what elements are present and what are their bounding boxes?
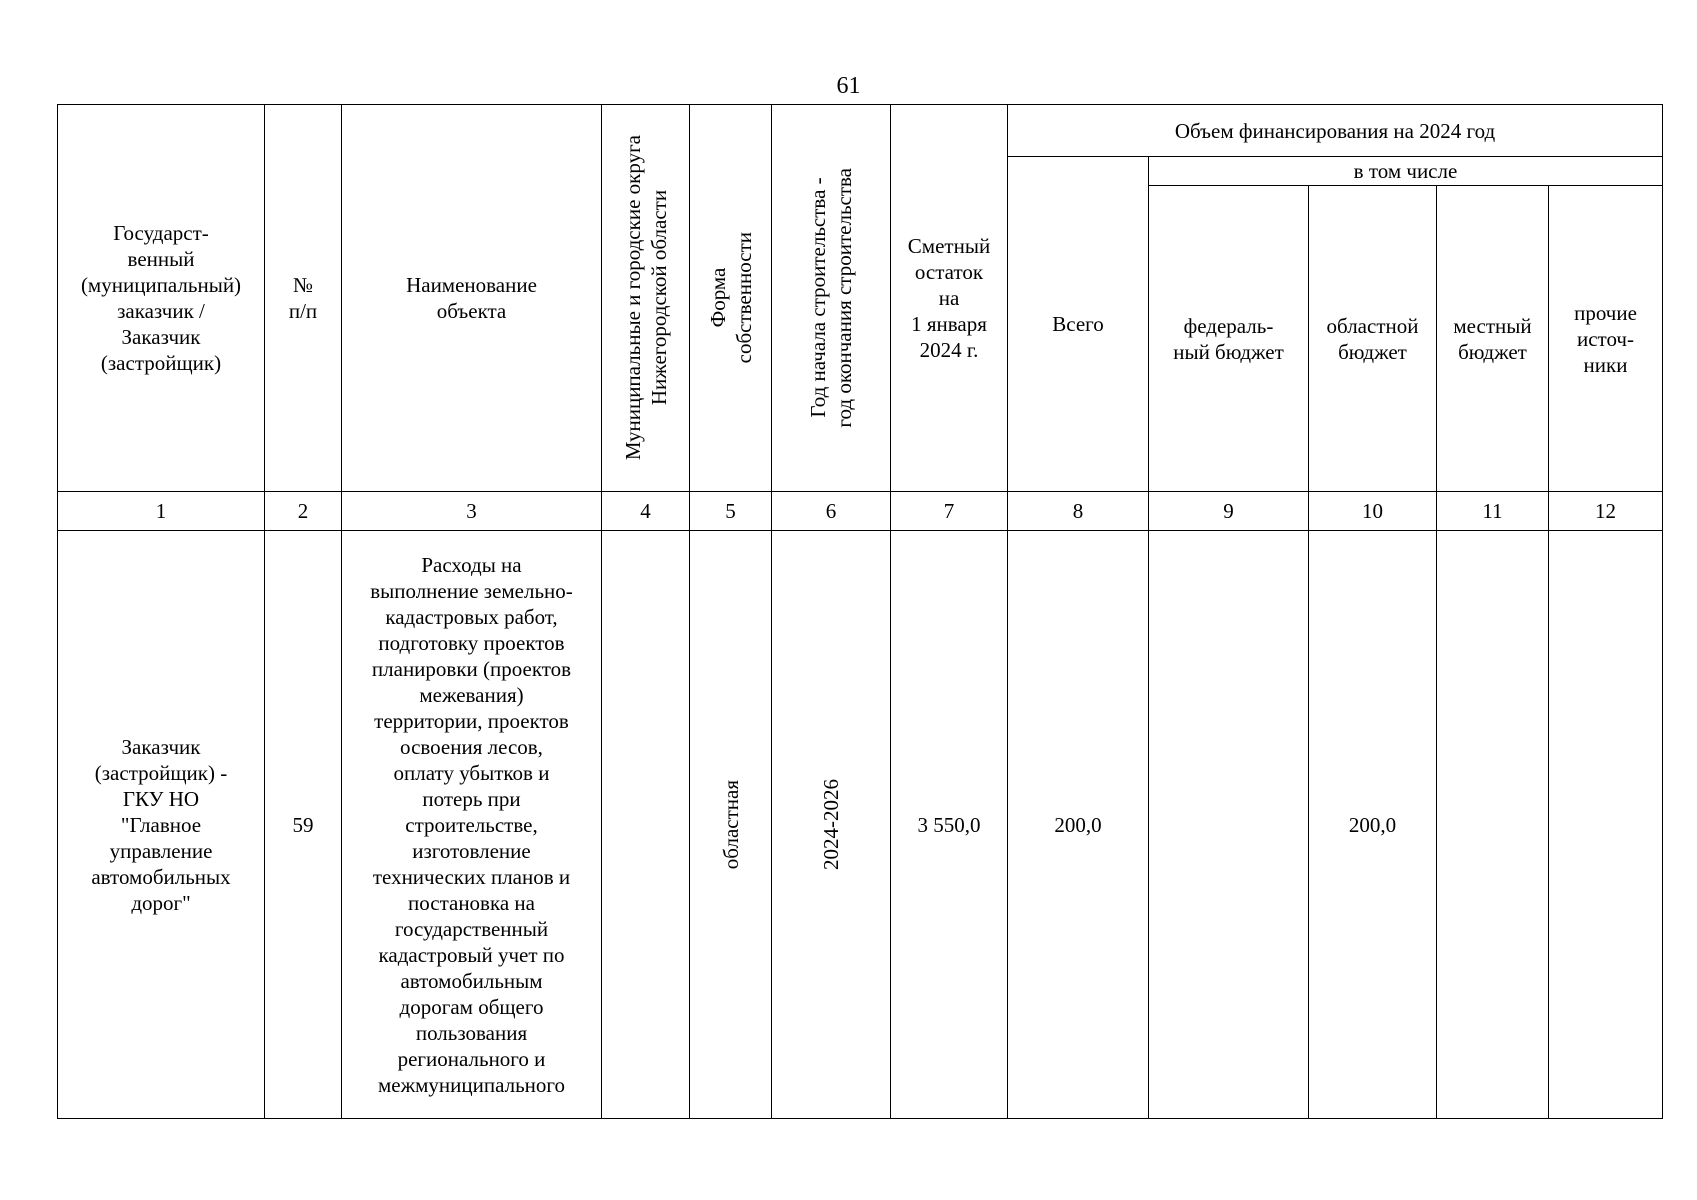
row-construction-years-cell — [772, 531, 891, 1119]
row-total: 200,0 — [1008, 531, 1149, 1119]
column-number: 11 — [1437, 492, 1549, 531]
header-other: прочие источ- ники — [1549, 186, 1663, 492]
header-local: местный бюджет — [1437, 186, 1549, 492]
column-number: 12 — [1549, 492, 1663, 531]
column-number: 4 — [602, 492, 690, 531]
column-number: 9 — [1149, 492, 1309, 531]
header-customer: Государст- венный (муниципальный) заказчик / Заказчик (застройщик) — [58, 105, 265, 492]
header-federal: федераль- ный бюджет — [1149, 186, 1309, 492]
header-including: в том числе — [1149, 157, 1663, 186]
column-number: 7 — [891, 492, 1008, 531]
header-estimate-balance: Сметный остаток на 1 января 2024 г. — [891, 105, 1008, 492]
row-other — [1549, 531, 1663, 1119]
header-municipalities-cell — [602, 105, 690, 492]
row-object-name: Расходы на выполнение земельно- кадастровых работ, подготовку проектов планировки (проектов межевания) территории, проектов освоения лесов, оплату убытков и потерь при строительстве, изготовление технических планов и постановка на государственный кадастровый учет по автомобильным дорогам общего пользования регионального и межмуниципального — [342, 531, 602, 1119]
row-customer: Заказчик (застройщик) - ГКУ НО "Главное управление автомобильных дорог" — [58, 531, 265, 1119]
row-ownership: областная — [718, 779, 743, 870]
row-municipalities — [602, 531, 690, 1119]
header-ownership-cell — [690, 105, 772, 492]
header-financing-group: Объем финансирования на 2024 год — [1008, 105, 1663, 157]
row-local — [1437, 531, 1549, 1119]
column-numbers-row — [58, 492, 1663, 531]
header-total: Всего — [1008, 157, 1149, 492]
column-number: 2 — [265, 492, 342, 531]
column-number: 1 — [58, 492, 265, 531]
row-estimate-balance: 3 550,0 — [891, 531, 1008, 1119]
header-municipalities: Муниципальные и городские округа Нижегородской области — [620, 135, 671, 461]
row-number: 59 — [265, 531, 342, 1119]
row-ownership-cell — [690, 531, 772, 1119]
header-construction-years-cell — [772, 105, 891, 492]
header-regional: областной бюджет — [1309, 186, 1437, 492]
row-regional: 200,0 — [1309, 531, 1437, 1119]
header-construction-years: Год начала строительства - год окончания строительства — [806, 168, 856, 428]
row-construction-years: 2024-2026 — [819, 779, 843, 870]
column-number: 3 — [342, 492, 602, 531]
row-federal — [1149, 531, 1309, 1119]
header-ownership: Форма собственности — [705, 232, 756, 364]
column-number: 10 — [1309, 492, 1437, 531]
financing-table — [57, 104, 1663, 1119]
column-number: 6 — [772, 492, 891, 531]
column-number: 8 — [1008, 492, 1149, 531]
page-number: 61 — [836, 73, 861, 99]
header-object-name: Наименование объекта — [342, 105, 602, 492]
column-number: 5 — [690, 492, 772, 531]
table-row — [58, 531, 1663, 1119]
header-number: № п/п — [265, 105, 342, 492]
